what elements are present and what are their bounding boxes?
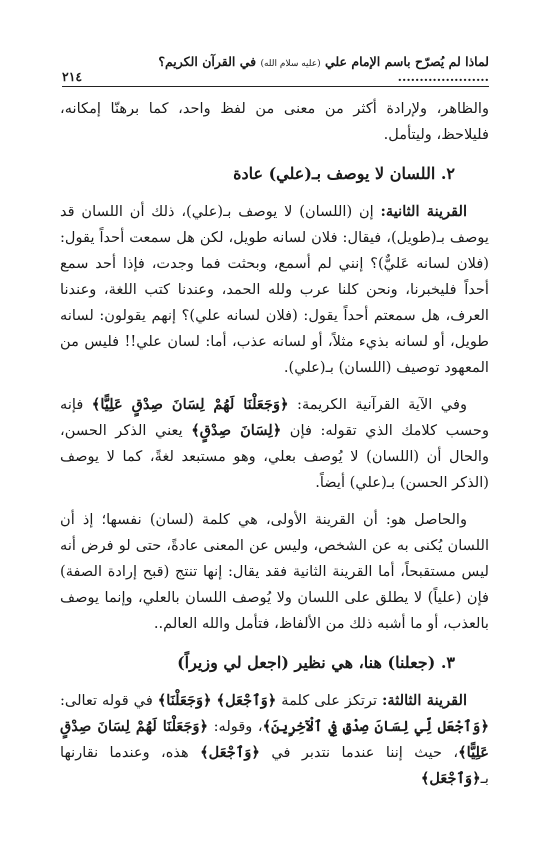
section-2-paragraph-3: والحاصل هو: أن القرينة الأولى، هي كلمة (لسان) نفسها؛ إذ أن اللسان يُكنى به عن الشخص، وليس عن المعنى عادةً، حتى لو فرض أنه ليس مستقبحاً، أما القرينة الثانية فقد يقال: إنها تنتج (قبح إرادة الصفة) فإن (علياً) لا يطلق على اللسان ولا يُوصف اللسان بالعلي، وإنما يوصف بالعذب، أو ما أشبه ذلك من الألفاظ، فتأمل والله العالم.. <box>60 511 489 632</box>
section-2-heading: ٢. اللسان لا يوصف بـ(علي) عادة <box>233 164 455 183</box>
text-run: ترتكز على كلمة <box>281 692 378 709</box>
section-2-paragraph-1 <box>60 199 489 381</box>
section-2-paragraph-2 <box>60 392 489 496</box>
text-run: فإنه وحسب كلامك الذي تقوله: فإن <box>60 396 489 439</box>
clue-text: إن (اللسان) لا يوصف بـ(علي)، ذلك أن اللسان قد يوصف بـ(طويل)، فيقال: فلان لسانه طويل، لكن هل سمعت أحداً يقول: (فلان لسانه عَليٌّ)؟ إنني لم أسمع، وبحثت فما وجدت، فإذا أحد سمع أحداً فليخبرنا، ونحن كلنا عرب ولله الحمد، وعندنا كتب اللغة، وعندنا العرف، هل سمعتم أحداً يقول: (فلان لسانه علي)؟ إنهم يقولون: لسانه طويل، أو لسانه بذيء مثلاً، أو لسانه عذب، أما: لسان علي!! فليس من المعهود توصيف (اللسان) بـ(علي). <box>60 203 489 376</box>
quran-verse: ﴿وَٱجْعَل لِّي لِسَانَ صِدْقٍ فِي ٱلْآخِرِينَ﴾ <box>262 718 489 735</box>
running-header <box>62 54 489 87</box>
section-3-paragraph-1 <box>60 688 489 792</box>
text-run: في قوله تعالى: <box>60 692 153 709</box>
clue-label: القرينة الثالثة: <box>382 692 467 709</box>
header-title <box>82 54 489 84</box>
text-run: ، حيث إننا عندما نتدبر في <box>271 744 459 761</box>
quran-verse: ﴿وَجَعَلْنَا لَهُمْ لِسَانَ صِدْقٍ عَلِيًّا﴾ <box>91 396 289 413</box>
quran-verse: ﴿لِسَانَ صِدْقٍ﴾ <box>191 422 282 439</box>
text-run: وفي الآية القرآنية الكريمة: <box>297 396 467 413</box>
quran-word: ﴿وَجَعَلْنَا﴾ <box>157 692 212 709</box>
text-run: هذه، وعندما نقارنها بـ <box>60 744 489 787</box>
quran-verse: ﴿وَجَعَلْنَا لَهُمْ لِسَانَ صِدْقٍ عَلِيًّا﴾ <box>60 718 490 761</box>
quran-word: ﴿وَٱجْعَل﴾ <box>420 770 481 787</box>
section-3-heading: ٣. (جعلنا) هنا، هي نظير (اجعل لي وزيراً) <box>177 653 455 672</box>
header-title-end: في القرآن الكريم؟ <box>158 54 257 69</box>
header-title-main: لماذا لم يُصرّح باسم الإمام علي <box>325 54 489 69</box>
quran-word: ﴿وَٱجْعَل﴾ <box>200 744 260 761</box>
text-run: ، وقوله: <box>213 718 263 735</box>
header-honorific: (عليه سلام الله) <box>260 59 321 69</box>
quran-word: ﴿وَٱجْعَل﴾ <box>216 692 277 709</box>
page-number: ٢١٤ <box>62 69 83 84</box>
text-run: يعني الذكر الحسن، والحال أن (اللسان) لا يُوصف بعلي، وهو مستبعد لغةً، كما لا يوصف (الذكر الحسن) بـ(علي) أيضاً. <box>60 422 489 491</box>
clue-label: القرينة الثانية: <box>380 203 468 220</box>
page-body <box>60 96 489 792</box>
header-dots: ..................... <box>397 69 489 84</box>
intro-paragraph: والظاهر، ولإرادة أكثر من معنى من لفظ واحد، كما برهنّا إمكانه، فليلاحظ، وليتأمل. <box>60 100 489 143</box>
